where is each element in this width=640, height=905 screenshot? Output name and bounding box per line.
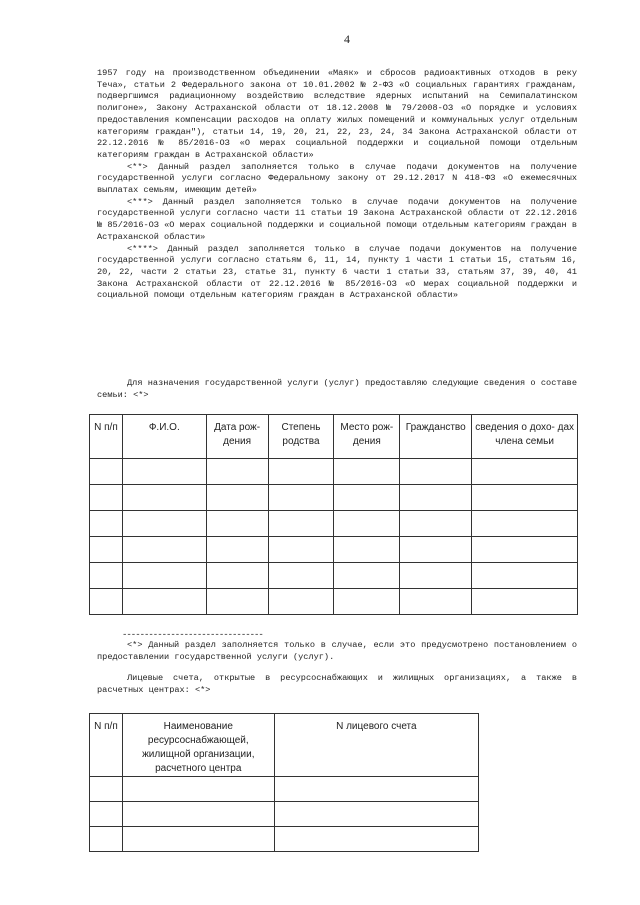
table-row [90,459,578,485]
column-header: N п/п [90,415,123,459]
footnote-separator: -------------------------------- [122,630,263,640]
column-header: Степень родства [268,415,334,459]
family-intro [97,378,577,401]
paragraph: Для назначения государственной услуги (услуг) предоставляю следующие сведения о составе семьи: <*> [97,378,577,400]
column-header: сведения о дохо- дах члена семьи [472,415,578,459]
table-row [90,802,479,827]
column-header: N п/п [90,714,123,777]
table-row [90,563,578,589]
paragraph: <**> Данный раздел заполняется только в случае подачи документов на получение государственной услуги согласно Федеральному закону от 29.12.2017 N 418-ФЗ «О ежемесячных выплатах семьям, имеющим детей» [97,161,577,196]
table-row [90,777,479,802]
paragraph: Лицевые счета, открытые в ресурсоснабжающих и жилищных организациях, а также в расчетных центрах: <*> [97,673,577,695]
table-row [90,589,578,615]
family-composition-table [89,414,578,615]
page-number: 4 [344,32,350,46]
paragraph: <****> Данный раздел заполняется только в случае подачи документов на получение государственной услуги согласно статьям 6, 11, 14, пункту 1 части 1 статьи 15, статьям 16, 20, 22, части 2 статьи 23, статье 31, пункту 6 части 1 статьи 33, статьям 37, 39, 40, 41 Закона Астраханской области от 22.12.2016 № 85/2016-ОЗ «О мерах социальной поддержки и социальной помощи отдельным категориям граждан в Астраханской области» [97,243,577,301]
column-header: Наименование ресурсоснабжающей, жилищной организации, расчетного центра [122,714,274,777]
column-header: N лицевого счета [274,714,478,777]
table-row [90,485,578,511]
accounts-intro [97,673,577,696]
footnote [97,640,577,663]
table-row [90,511,578,537]
paragraph: <***> Данный раздел заполняется только в случае подачи документов на получение государственной услуги согласно части 11 статьи 19 Закона Астраханской области от 22.12.2016 № 85/2016-ОЗ «О мерах социальной поддержки и социальной помощи отдельным категориям граждан в Астраханской области» [97,196,577,242]
column-header: Гражданство [400,415,472,459]
table-row [90,537,578,563]
column-header: Место рож- дения [334,415,400,459]
paragraph: 1957 году на производственном объединении «Маяк» и сбросов радиоактивных отходов в реку Теча», статьи 2 Федерального закона от 10.01.2002 № 2-ФЗ «О социальных гарантиях гражданам, подвергшимся радиационному воздействию вследствие ядерных испытаний на Семипалатинском полигоне», Закону Астраханской области от 18.12.2008 № 79/2008-ОЗ «О порядке и условиях предоставления компенсации расходов на оплату жилых помещений и коммунальных услуг отдельным категориям граждан"), статьи 14, 19, 20, 21, 22, 23, 24, 34 Закона Астраханской области от 22.12.2016 № 85/2016-ОЗ «О мерах социальной поддержки и социальной помощи отдельным категориям граждан в Астраханской области» [97,68,577,160]
body-text [97,68,577,302]
paragraph: <*> Данный раздел заполняется только в случае, если это предусмотрено постановлением о предоставлении государственной услуги (услуг). [97,640,577,662]
column-header: Ф.И.О. [122,415,206,459]
table-row [90,827,479,852]
accounts-table [89,713,479,852]
column-header: Дата рож- дения [206,415,268,459]
